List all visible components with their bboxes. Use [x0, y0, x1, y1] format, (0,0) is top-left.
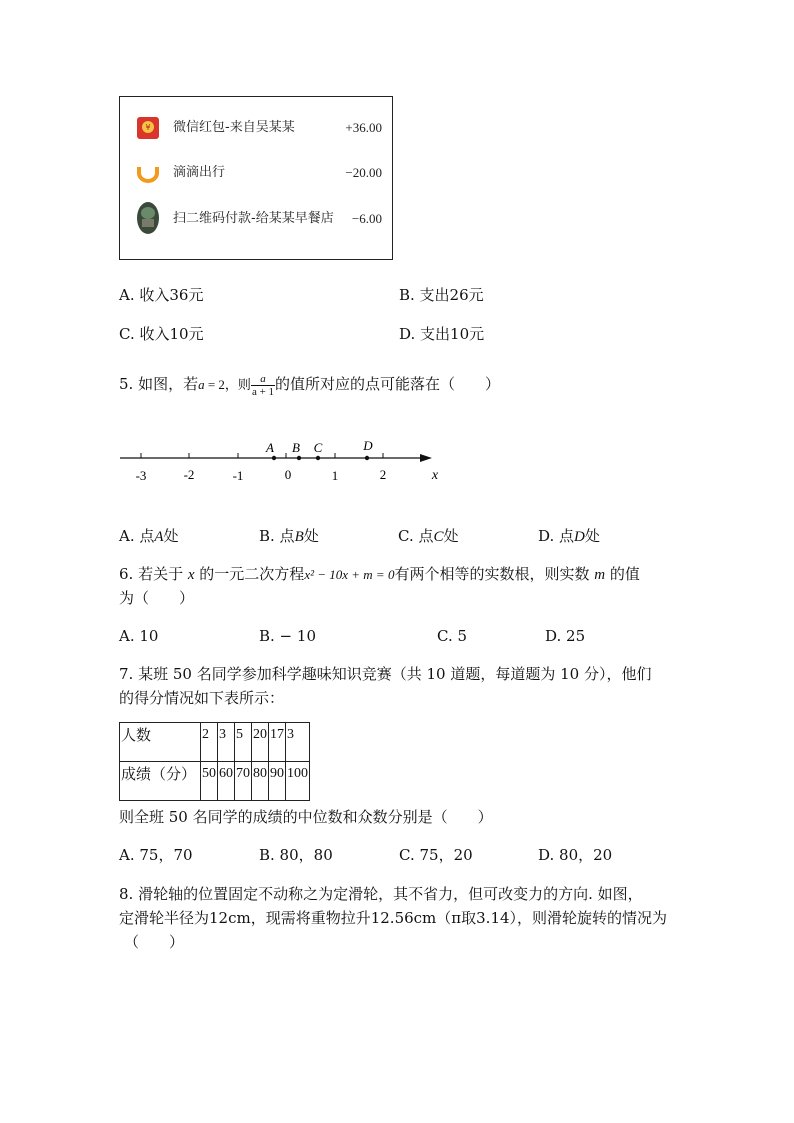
point-label: C [313, 440, 323, 455]
q5-var: a [198, 377, 205, 392]
q7-option-c: C. 75，20 [399, 846, 473, 864]
axis-arrow [420, 454, 432, 462]
option-suffix: 处 [303, 527, 319, 545]
table-header-cell: 人数 [120, 723, 201, 762]
q6-var-x: x [187, 567, 195, 583]
table-cell: 80 [252, 762, 269, 801]
q6-text: 的一元二次方程 [194, 565, 305, 583]
option-prefix: C. 点 [398, 527, 434, 545]
point-a [272, 456, 276, 460]
tick-label: 0 [284, 467, 292, 482]
point-label: D [363, 438, 373, 453]
table-cell: 17 [269, 723, 286, 762]
table-cell: 100 [286, 762, 310, 801]
q6-text: 6. 若关于 [119, 565, 188, 583]
payment-amount: −20.00 [345, 165, 382, 180]
q6-stem-line2: 为（ ） [119, 589, 195, 607]
payment-record-box [119, 96, 393, 260]
q7-question: 则全班 50 名同学的成绩的中位数和众数分别是（ ） [119, 808, 493, 826]
q7-option-d: D. 80，20 [538, 846, 613, 864]
table-row [120, 762, 310, 801]
payment-amount: −6.00 [351, 211, 382, 226]
q5-stem [119, 372, 500, 398]
q8-stem-line3: （ ） [124, 933, 185, 951]
axis-variable: x [431, 468, 439, 483]
q8-stem-line2: 定滑轮半径为12cm，现需将重物拉升12.56cm（π取3.14），则滑轮旋转的情况为 [119, 909, 668, 927]
option-point: A [154, 529, 164, 545]
point-label: B [292, 440, 300, 455]
payment-label: 微信红包-来自吴某某 [173, 120, 295, 135]
q4-option-c: C. 收入10元 [119, 325, 204, 343]
q5-prefix: 5. 如图，若 [119, 375, 199, 393]
table-cell: 60 [218, 762, 235, 801]
option-point: B [294, 529, 304, 545]
q8-stem-line1: 8. 滑轮轴的位置固定不动称之为定滑轮，其不省力，但可改变力的方向. 如图， [119, 885, 643, 903]
q4-option-d: D. 支出10元 [399, 325, 485, 343]
table-cell: 3 [286, 723, 310, 762]
payment-label: 滴滴出行 [173, 165, 226, 180]
table-cell: 50 [201, 762, 218, 801]
red-envelope-icon [136, 116, 160, 140]
payment-row [120, 161, 392, 189]
tick-label: 2 [379, 467, 387, 482]
q5-cond: = 2，则 [204, 377, 251, 392]
q7-stem-line1: 7. 某班 50 名同学参加科学趣味知识竞赛（共 10 道题，每道题为 10 分），他们 [119, 665, 652, 683]
point-c [316, 456, 320, 460]
q6-stem-line1 [119, 562, 640, 587]
q5-suffix: 的值所对应的点可能落在（ ） [275, 375, 501, 393]
payment-amount: +36.00 [345, 120, 382, 135]
qr-shop-icon [136, 201, 160, 235]
option-point: D [574, 529, 585, 545]
tick-label: -1 [232, 468, 244, 483]
option-suffix: 处 [443, 527, 459, 545]
table-cell: 3 [218, 723, 235, 762]
number-line [110, 430, 450, 490]
option-suffix: 处 [163, 527, 179, 545]
payment-row [120, 116, 392, 144]
point-b [297, 456, 301, 460]
table-cell: 2 [201, 723, 218, 762]
option-point: C [433, 529, 444, 545]
fraction-numerator: a [251, 373, 275, 386]
q4-option-a: A. 收入36元 [119, 286, 204, 304]
option-prefix: B. 点 [259, 527, 295, 545]
q4-option-b: B. 支出26元 [399, 286, 484, 304]
tick-label: 1 [331, 468, 339, 483]
point-d [365, 456, 369, 460]
didi-icon [136, 161, 160, 185]
q5-option-b [259, 525, 319, 548]
q5-fraction [251, 373, 275, 398]
table-cell: 5 [235, 723, 252, 762]
q6-option-a: A. 10 [119, 627, 159, 645]
q6-var-m: m [594, 567, 606, 583]
payment-row [120, 207, 392, 235]
q6-option-b: B. − 10 [259, 627, 316, 645]
q6-text: 有两个相等的实数根，则实数 [394, 565, 595, 583]
table-row [120, 723, 310, 762]
q5-option-a [119, 525, 179, 548]
point-label: A [266, 440, 274, 455]
q5-option-d [538, 525, 600, 548]
q7-option-b: B. 80，80 [259, 846, 333, 864]
q5-option-c [398, 525, 459, 548]
q7-stem-line2: 的得分情况如下表所示： [119, 689, 285, 707]
fraction-denominator: a + 1 [251, 385, 275, 398]
score-table [119, 722, 310, 801]
table-header-cell: 成绩（分） [120, 762, 201, 801]
option-prefix: A. 点 [119, 527, 155, 545]
option-prefix: D. 点 [538, 527, 575, 545]
tick-label: -3 [135, 468, 147, 483]
q6-text: 的值 [605, 565, 640, 583]
q7-option-a: A. 75，70 [119, 846, 193, 864]
q6-equation: x² − 10x + m = 0 [304, 567, 395, 582]
table-cell: 90 [269, 762, 286, 801]
q6-option-c: C. 5 [437, 627, 468, 645]
table-cell: 20 [252, 723, 269, 762]
payment-label: 扫二维码付款-给某某早餐店 [173, 211, 334, 226]
svg-text:¥: ¥ [145, 123, 151, 132]
option-suffix: 处 [584, 527, 600, 545]
table-cell: 70 [235, 762, 252, 801]
q6-option-d: D. 25 [545, 627, 586, 645]
tick-label: -2 [183, 467, 195, 482]
